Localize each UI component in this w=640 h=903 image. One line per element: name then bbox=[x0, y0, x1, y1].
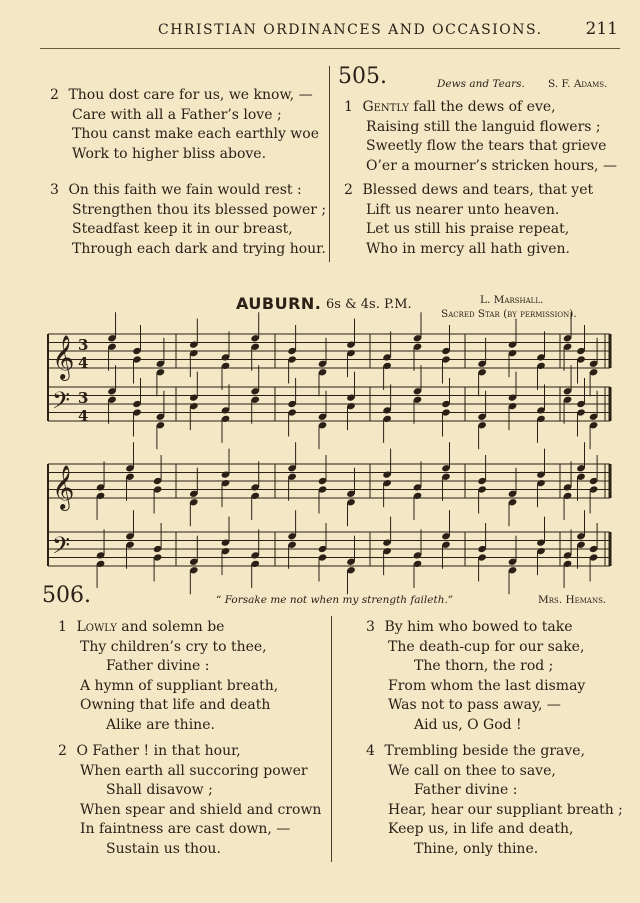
treble-clef: 𝄞 bbox=[52, 465, 75, 509]
tune-source: Sacred Star (by permission). bbox=[441, 308, 577, 320]
hymn-506-stanza-3: 3 By him who bowed to take The death-cup for our sake, The thorn, the rod ; From whom the last dismay Was not to pass away, — Aid us, O God ! bbox=[366, 619, 586, 733]
left-stanza-2: 2 Thou dost care for us, we know, — Care with all a Father’s love ; Thou canst make each earthly woe Work to higher bliss above. bbox=[50, 87, 319, 162]
hymn-506-author: Mrs. Hemans. bbox=[538, 594, 607, 606]
bass-clef: 𝄢 bbox=[52, 531, 71, 565]
treble-clef: 𝄞 bbox=[52, 335, 75, 379]
hymn-505-stanza-2: 2 Blessed dews and tears, that yet Lift us nearer unto heaven. Let us still his praise repeat, Who in mercy all hath given. bbox=[344, 182, 594, 257]
tune-name: AUBURN. bbox=[236, 294, 322, 313]
time-signature-bottom: 4 bbox=[78, 354, 89, 372]
time-signature-top: 3 bbox=[78, 336, 89, 354]
hymn-506-stanza-1: 1 Lowly and solemn be Thy children’s cry to thee, Father divine : A hymn of suppliant breath, Owning that life and death Alike are thine. bbox=[58, 619, 279, 733]
hymn-506-stanza-4: 4 Trembling beside the grave, We call on thee to save, Father divine : Hear, hear our suppliant breath ; Keep us, in life and death, Thine, only thine. bbox=[366, 743, 623, 857]
hymn-506-epigraph: “ Forsake me not when my strength faileth.” bbox=[216, 594, 454, 606]
hymn-506-number: 506. bbox=[42, 583, 91, 608]
tune-meter: 6s & 4s. P.M. bbox=[326, 297, 412, 312]
bass-clef: 𝄢 bbox=[52, 386, 71, 420]
time-signature-bottom: 4 bbox=[78, 407, 89, 425]
hymn-505-title: Dews and Tears. bbox=[437, 78, 525, 90]
hymn-505-author: S. F. Adams. bbox=[548, 78, 608, 90]
running-title: CHRISTIAN ORDINANCES AND OCCASIONS. bbox=[158, 22, 543, 38]
page-number: 211 bbox=[585, 19, 618, 39]
hymn-505-number: 505. bbox=[338, 64, 387, 89]
tune-composer: L. Marshall. bbox=[480, 294, 544, 306]
column-divider-bottom bbox=[331, 616, 332, 862]
left-stanza-3: 3 On this faith we fain would rest : Strengthen thou its blessed power ; Steadfast keep it in our breast, Through each dark and trying hour. bbox=[50, 182, 327, 257]
hymn-506-stanza-2: 2 O Father ! in that hour, When earth all succoring power Shall disavow ; When spear and shield and crown In faintness are cast down, — Sustain us thou. bbox=[58, 743, 322, 857]
time-signature-top: 3 bbox=[78, 389, 89, 407]
hymn-505-stanza-1: 1 Gently fall the dews of eve, Raising still the languid flowers ; Sweetly flow the tears that grieve O’er a mourner’s stricken hours, — bbox=[344, 99, 617, 174]
